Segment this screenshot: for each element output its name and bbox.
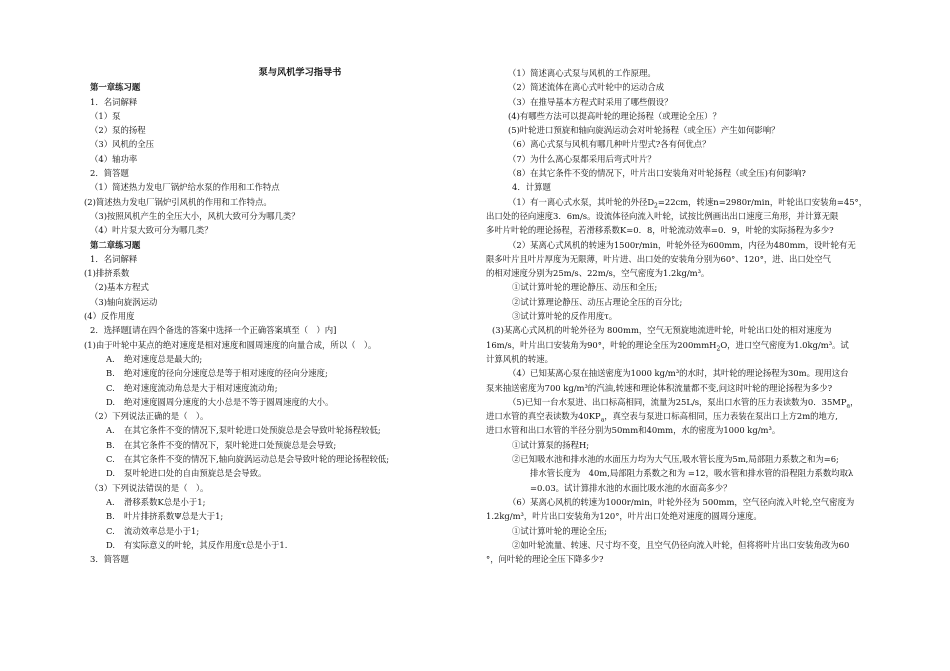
line-text: （3）风机的全压 xyxy=(90,139,154,150)
text-line xyxy=(486,381,876,395)
line-text: 1．名词解释 xyxy=(90,253,138,264)
text-line xyxy=(84,309,476,323)
line-text: 滑移系数K总是小于1; xyxy=(124,496,206,507)
line-text: 1.2kg/m³，叶片出口安装角为120°，叶片出口处绝对速度的圆周分速度。 xyxy=(486,511,762,522)
text-line xyxy=(486,423,876,437)
text-line xyxy=(486,195,876,209)
text-line xyxy=(486,481,876,495)
line-text-continued: O，进口空气密度为1.0kg/m³。试 xyxy=(720,339,849,350)
line-text: =0.03。试计算排水池的水面比吸水池的水面高多少？ xyxy=(530,482,732,493)
text-line xyxy=(84,323,476,337)
text-line xyxy=(84,195,476,209)
text-line xyxy=(84,409,476,423)
subscript: a xyxy=(846,402,851,410)
option-letter: D. xyxy=(106,396,116,407)
text-line xyxy=(84,109,476,123)
line-text: 进口水管和出口水管的半径分别为50mm和40mm，水的密度为1000 kg/m³。 xyxy=(486,425,781,436)
text-line xyxy=(486,166,876,180)
text-line xyxy=(84,366,476,380)
text-line xyxy=(84,280,476,294)
line-text: （1）有一离心式水泵，其叶轮的外径D xyxy=(508,196,655,207)
line-text: 出口处的径向速度3．6m/s。设流体径向流入叶轮，试按比例画出出口速度三角形，并计算无限 xyxy=(486,210,839,221)
line-text: （5)已知一台水泵进、出口标高相同，流量为25L/s，泵出口水管的压力表读数为0．35MP xyxy=(508,396,847,407)
text-line xyxy=(84,538,476,552)
line-text: 排水管长度为 40m,局部阻力系数之和为 =12，吸水管和排水管的沿程阻力系数均取λ xyxy=(530,468,854,479)
text-line xyxy=(486,495,876,509)
line-text: (5)叶轮进口预旋和轴向旋涡运动会对叶轮扬程（或全压）产生如何影响？ xyxy=(508,125,780,136)
line-text: （3)按照风机产生的全压大小，风机大致可分为哪几类？ xyxy=(90,210,300,221)
line-text: 绝对速度的径向分速度总是等于相对速度的径向分速度; xyxy=(124,368,328,379)
text-line xyxy=(84,466,476,480)
line-text: （1）泵 xyxy=(90,110,121,121)
line-text: （2）泵的扬程 xyxy=(90,125,146,136)
line-text: （2）简述流体在离心式叶轮中的运动合成 xyxy=(508,82,665,93)
line-text: (1)排挤系数 xyxy=(84,268,130,279)
line-text: 2．简答题 xyxy=(90,168,129,179)
line-text: 限多叶片且叶片厚度为无限薄，叶片进、出口处的安装角分别为60°、120°，进、出口处空气 xyxy=(486,253,831,264)
option-letter: B. xyxy=(106,439,115,450)
line-text: （1）简述热力发电厂锅炉给水泵的作用和工作特点 xyxy=(90,182,280,193)
line-text: ③试计算叶轮的反作用度τ。 xyxy=(512,311,618,322)
line-text: ①试计算泵的扬程H; xyxy=(512,439,590,450)
text-line xyxy=(486,137,876,151)
subscript: 2 xyxy=(716,345,721,352)
line-text: （2）某离心式风机的转速为1500r/min，叶轮外径为600mm，内径为480mm，设叶轮有无 xyxy=(508,239,856,250)
line-text: 在其它条件不变的情况下,泵叶轮进口处预旋总是会导致叶轮扬程较低; xyxy=(124,425,381,436)
option-letter: A. xyxy=(106,353,115,364)
line-text: （4）叶片泵大致可分为哪几类？ xyxy=(90,225,213,236)
line-text: （6）离心式泵与风机有哪几种叶片型式?各有何优点？ xyxy=(508,139,711,150)
text-line xyxy=(84,352,476,366)
line-text: ①试计算叶轮的理论全压; xyxy=(512,525,607,536)
text-line xyxy=(486,338,876,352)
line-text: 泵叶轮进口处的自由预旋总是会导致。 xyxy=(124,468,267,479)
option-letter: A. xyxy=(106,496,115,507)
line-text: 多叶片叶轮的理论扬程，若滑移系数K=0．8，叶轮流动效率=0．9，叶轮的实际扬程为多少? xyxy=(486,225,834,236)
line-text: ②已知吸水池和排水池的水面压力均为大气压,吸水管长度为5m,局部阻力系数之和为=6; xyxy=(512,454,839,465)
option-letter: C. xyxy=(106,525,115,536)
text-line xyxy=(84,338,476,352)
text-line xyxy=(486,452,876,466)
option-letter: D. xyxy=(106,539,116,550)
text-line xyxy=(84,166,476,180)
text-line xyxy=(486,366,876,380)
text-line xyxy=(84,152,476,166)
text-line xyxy=(84,395,476,409)
text-line xyxy=(486,309,876,323)
line-text: 流动效率总是小于1; xyxy=(124,525,200,536)
line-text: 计算风机的转速。 xyxy=(486,353,553,364)
line-text: (1)由于叶轮中某点的绝对速度是相对速度和圆周速度的向量合成，所以（ ）。 xyxy=(84,339,377,350)
text-line xyxy=(84,495,476,509)
text-line xyxy=(486,552,876,566)
text-line xyxy=(84,381,476,395)
text-line xyxy=(486,66,876,80)
line-text: （2）下列说法正确的是（ ）。 xyxy=(90,411,209,422)
option-letter: C. xyxy=(106,382,115,393)
text-line xyxy=(84,481,476,495)
line-text-continued: ， xyxy=(850,396,859,407)
line-text: (4)有哪些方法可以提高叶轮的理论扬程（或理论全压）？ xyxy=(508,110,721,121)
text-line xyxy=(486,152,876,166)
text-line xyxy=(486,266,876,280)
text-line xyxy=(486,438,876,452)
line-text-continued: ，真空表与泵进口标高相同，压力表装在泵出口上方2m的地方, xyxy=(604,411,838,422)
text-line xyxy=(486,538,876,552)
line-text: (3)某离心式风机的叶轮外径为 800mm，空气无预旋地流进叶轮，叶轮出口处的相对速度为 xyxy=(492,325,832,336)
line-text: 在其它条件不变的情况下，泵叶轮进口处预旋总是会导致; xyxy=(124,439,337,450)
text-line xyxy=(84,266,476,280)
line-text: （4）已知某离心泵在抽送密度为1000 kg/m³的水时，其叶轮的理论扬程为30m。现用这台 xyxy=(508,368,849,379)
line-text: （6）某离心风机的转速为1000r/min，叶轮外径为 500mm，空气径向流入叶轮,空气密度为 xyxy=(508,496,855,507)
text-line xyxy=(84,180,476,194)
line-text: 16m/s，叶片出口安装角为90°，叶轮的理论全压为200mmH xyxy=(486,339,717,350)
line-text: 第二章练习题 xyxy=(90,239,141,250)
line-text: 第一章练习题 xyxy=(90,82,141,93)
line-text: 3．简答题 xyxy=(90,554,129,565)
line-text: (4）反作用度 xyxy=(84,311,135,322)
option-letter: A. xyxy=(106,425,115,436)
text-line xyxy=(486,95,876,109)
option-letter: C. xyxy=(106,454,115,465)
text-line xyxy=(486,509,876,523)
line-text: 泵来抽送密度为700 kg/m³的汽油,转速和理论体积流量都不变,问这时叶轮的理论扬程为多少? xyxy=(486,382,833,393)
line-text-continued: =22cm，转速n=2980r/min，叶轮出口安装角=45°， xyxy=(657,196,868,207)
line-text: （3)轴向旋涡运动 xyxy=(90,296,158,307)
line-text: 泵与风机学习指导书 xyxy=(258,67,342,78)
text-line xyxy=(84,95,476,109)
line-text: 1．名词解释 xyxy=(90,96,138,107)
text-line xyxy=(486,209,876,223)
text-line xyxy=(486,180,876,194)
chapter-heading xyxy=(84,238,476,252)
line-text: ②如叶轮流量、转速、尺寸均不变，且空气仍径向流入叶轮，但将将叶片出口安装角改为60 xyxy=(512,539,850,550)
line-text: （3）下列说法错误的是（ ）。 xyxy=(90,482,209,493)
line-text: 2．选择题[请在四个备选的答案中选择一个正确答案填至（ ）内] xyxy=(90,325,337,336)
text-line xyxy=(486,295,876,309)
line-text: （7）为什么离心泵都采用后弯式叶片？ xyxy=(508,153,656,164)
text-line xyxy=(84,452,476,466)
line-text: 绝对速度流动角总是大于相对速度流动角; xyxy=(124,382,278,393)
text-line xyxy=(84,252,476,266)
subscript: 2 xyxy=(654,202,658,209)
line-text: ①试计算叶轮的理论静压、动压和全压; xyxy=(512,282,658,293)
option-letter: D. xyxy=(106,468,116,479)
line-text: （1）简述离心式泵与风机的工作原理。 xyxy=(508,68,656,78)
text-line xyxy=(486,238,876,252)
line-text: 绝对速度总是最大的; xyxy=(124,353,203,364)
option-letter: B. xyxy=(106,368,115,379)
text-line xyxy=(84,423,476,437)
text-line xyxy=(486,323,876,337)
text-line xyxy=(486,80,876,94)
line-text: 的相对速度分别为25m/s、22m/s，空气密度为1.2kg/m³。 xyxy=(486,268,710,279)
text-line xyxy=(84,524,476,538)
line-text: （2)基本方程式 xyxy=(90,282,149,293)
text-line xyxy=(84,438,476,452)
text-line xyxy=(486,395,876,409)
text-line xyxy=(84,509,476,523)
text-line xyxy=(486,252,876,266)
line-text: 有实际意义的叶轮，其反作用度τ总是小于1. xyxy=(124,539,288,550)
text-line xyxy=(84,295,476,309)
text-line xyxy=(84,123,476,137)
line-text: 进口水管的真空表读数为40KP xyxy=(486,411,601,422)
option-letter: B. xyxy=(106,511,115,522)
text-line xyxy=(486,123,876,137)
text-line xyxy=(84,552,476,566)
line-text: 叶片排挤系数Ψ总是大于1; xyxy=(124,511,224,522)
line-text: ②试计算理论静压、动压占理论全压的百分比; xyxy=(512,296,683,307)
subscript: a xyxy=(600,416,605,424)
line-text: 4．计算题 xyxy=(512,182,551,193)
line-text: 绝对速度圆周分速度的大小总是不等于圆周速度的大小。 xyxy=(124,396,334,407)
text-line xyxy=(84,137,476,151)
text-line xyxy=(84,223,476,237)
text-line xyxy=(486,466,876,480)
line-text: 在其它条件不变的情况下,轴向旋涡运动总是会导致叶轮的理论扬程较低; xyxy=(124,454,390,465)
text-line xyxy=(486,109,876,123)
line-text: （8）在其它条件不变的情况下，叶片出口安装角对叶轮扬程（或全压)有何影响? xyxy=(508,168,806,179)
text-line xyxy=(486,352,876,366)
line-text: （3）在推导基本方程式时采用了哪些假设？ xyxy=(508,96,673,107)
text-line xyxy=(84,209,476,223)
text-line xyxy=(486,524,876,538)
line-text: °，问叶轮的理论全压下降多少? xyxy=(486,554,604,565)
document-title xyxy=(84,66,476,80)
text-line xyxy=(486,409,876,423)
right-column xyxy=(486,66,876,566)
left-column xyxy=(84,66,476,566)
chapter-heading xyxy=(84,80,476,94)
line-text: (2)简述热力发电厂锅炉引风机的作用和工作特点。 xyxy=(84,196,272,207)
line-text: （4）轴功率 xyxy=(90,153,138,164)
text-line xyxy=(486,280,876,294)
text-line xyxy=(486,223,876,237)
